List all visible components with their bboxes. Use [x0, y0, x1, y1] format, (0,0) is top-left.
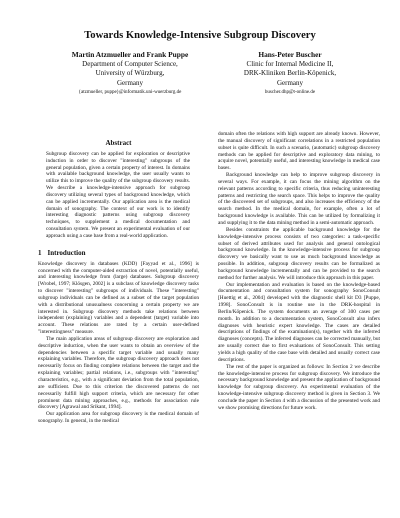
body-paragraph: Besides constraints the applicable background knowledge for the knowledge-intensive process consists of two categories: a task-specific subset of derived attributes used for analysis and general ontological background knowledge. In the knowledge-intensive process for subgroup discovery we basically want to use as much background knowledge as possible. In addition, subgroup discovery results can be formalized as background knowledge incrementally and can be provided to the search method for further analysis. We will introduce this approach in this paper. [218, 226, 380, 281]
author-names: Hans-Peter Buscher [258, 50, 322, 59]
body-paragraph: Our application area for subgroup discovery is the medical domain of sonography. In general, in the medical [38, 411, 199, 425]
section-heading [38, 250, 199, 257]
left-column [38, 132, 199, 425]
body-paragraph: domain often the relations with high support are already known. However, the manual discovery of significant correlations in a restricted population subset is quite difficult. In such a scenario, (automatic) subgroup discovery methods can be applied for descriptive and exploratory data mining, to acquire novel, potentially useful, and interesting knowledge in medical case bases. [218, 131, 380, 172]
affiliation-line: University of Würzburg, [95, 69, 165, 78]
affiliation-line: Clinic for Internal Medicine II, [246, 59, 334, 68]
abstract-text: Subgroup discovery can be applied for exploration or descriptive induction in order to discover "interesting" subgroups of the general population, given a certain property of interest. In domains with available background knowledge, the user usually wants to utilize this to improve the quality of the subgroup discovery results. We describe a knowledge-intensive approach for subgroup discovery utilizing several types of background knowledge, which can be applied incrementally. Our application area is the medical domain of sonography. The context of our work is to identify interesting diagnostic patterns using subgroup discovery techniques, to supplement a medical documentation and consultation system. We present an experimental evaluation of our approach using a case base from a real-world application. [46, 150, 190, 239]
body-paragraph: Our implementation and evaluation is based on the knowledge-based documentation and consultation system for sonography SonoConsult [Huettig et al., 2004] developed with the diagnostic shell kit D3 [Puppe, 1998]. SonoConsult is in routine use in the DRK-hospital in Berlin/Köpenick. The system documents an average of 300 cases per month. In addition to a documentation system, SonoConsult also infers diagnoses with heuristic expert knowledge. The cases are detailed descriptions of findings of the examination(s), together with the inferred diagnoses (concepts). The inferred diagnoses can be corrected manually, but are usually correct due to first evaluations of SonoConsult. This setting yields a high quality of the case base with detailed and usually correct case descriptions. [218, 281, 380, 363]
author-email: buscher.dhp@t-online.de [264, 90, 316, 96]
affiliation-line: Germany [116, 78, 144, 87]
affiliation-left [50, 50, 210, 97]
body-paragraph: Knowledge discovery in databases (KDD) [Fayyad et al., 1996] is concerned with the computer-aided extraction of novel, potentially useful, and interesting knowledge from (large) databases. Subgroup discovery [Wrobel, 1997; Klösgen, 2002] is a subclass of knowledge discovery tasks to discover "interesting" subgroups of individuals. These "interesting" subgroup individuals can be defined as a subset of the target population with a distributional unusualness concerning a certain property we are interested in. Subgroup discovery methods take relations between independent (explaining) variables and a dependent (target) variable into account. These relations are rated by a certain user-defined "interestingness" measure. [38, 260, 199, 336]
affiliation-line: Germany [276, 78, 304, 87]
author-names: Martin Atzmueller and Frank Puppe [71, 50, 189, 59]
body-paragraph: The main application areas of subgroup discovery are exploration and descriptive induction, when the user wants to obtain an overview of the dependencies between a specific target variable and usually many explaining variables. Therefore, the subgroup discovery approach does not necessarily focus on finding complete relations between the target and the explaining variables; partial relations, i.e., subgroups with "interesting" characteristics, e.g., with a significant deviation from the total population, are sufficient. Due to this criterion the discovered patterns do not necessarily fulfill high support criteria, which are necessary for other prominent data mining approaches, e.g., methods for association rule discovery [Agrawal and Srikant, 1994]. [38, 335, 199, 411]
paper-title: Towards Knowledge-Intensive Subgroup Discovery [84, 30, 316, 41]
body-paragraph: The rest of the paper is organized as follows: In Section 2 we describe the knowledge-intensive process for subgroup discovery. We introduce the necessary background knowledge and present the application of background knowledge for subgroup discovery. An experimental evaluation of the knowledge-intensive subgroup discovery method is given in Section 3. We conclude the paper in Section 4 with a discussion of the presented work and we show promising directions for future work. [218, 363, 380, 411]
affiliation-line: DRK-Kliniken Berlin-Köpenick, [243, 69, 337, 78]
body-paragraph: Background knowledge can help to improve subgroup discovery in several ways. For example, it can focus the mining algorithm on the relevant patterns according to specific criteria, thus reducing uninteresting patterns and restricting the search space. This helps to improve the quality of the discovered set of subgroups, and also increases the efficiency of the search method. In the medical domain, for example, often a lot of background knowledge is available. This can be utilized by formalizing it and supplying it to the data mining method in a semi-automatic approach. [218, 172, 380, 226]
section-title: Introduction [47, 248, 86, 257]
affiliation-line: Department of Computer Science, [82, 59, 178, 68]
affiliation-right [212, 50, 368, 97]
right-column [218, 131, 380, 412]
author-email: {atzmueller, puppe}@informatik.uni-wuerzburg.de [78, 90, 182, 96]
author-block [0, 50, 400, 110]
abstract-heading: Abstract [105, 139, 132, 147]
section-number: 1 [38, 248, 42, 257]
